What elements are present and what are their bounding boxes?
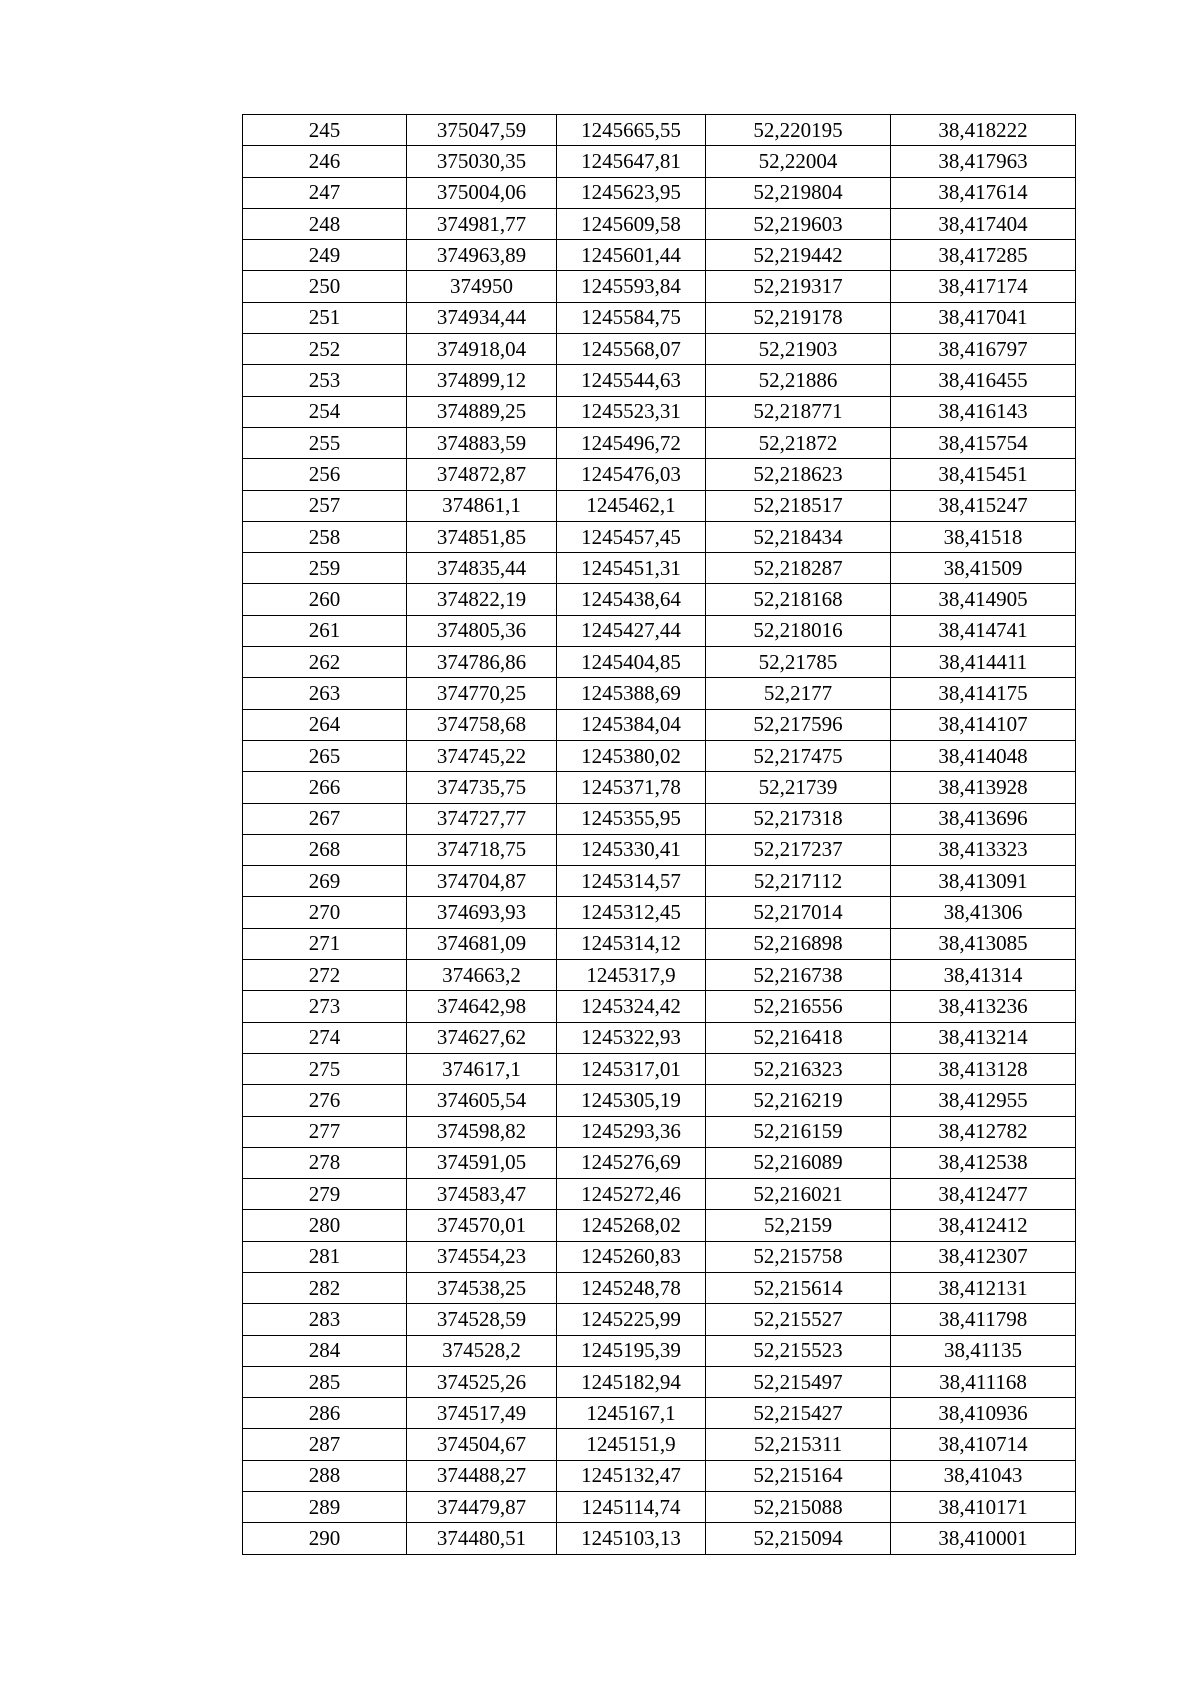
point-number-cell: 276 — [243, 1085, 407, 1116]
point-number-cell: 283 — [243, 1304, 407, 1335]
longitude-cell: 38,415247 — [891, 490, 1076, 521]
longitude-cell: 38,410936 — [891, 1398, 1076, 1429]
longitude-cell: 38,412131 — [891, 1272, 1076, 1303]
y-coordinate-cell: 1245324,42 — [557, 991, 706, 1022]
point-number-cell: 289 — [243, 1492, 407, 1523]
latitude-cell: 52,215094 — [706, 1523, 891, 1554]
latitude-cell: 52,215758 — [706, 1241, 891, 1272]
latitude-cell: 52,217475 — [706, 740, 891, 771]
y-coordinate-cell: 1245248,78 — [557, 1272, 706, 1303]
point-number-cell: 288 — [243, 1460, 407, 1491]
latitude-cell: 52,218434 — [706, 521, 891, 552]
x-coordinate-cell: 375047,59 — [407, 115, 557, 146]
y-coordinate-cell: 1245568,07 — [557, 334, 706, 365]
point-number-cell: 246 — [243, 146, 407, 177]
x-coordinate-cell: 374627,62 — [407, 1022, 557, 1053]
x-coordinate-cell: 374528,2 — [407, 1335, 557, 1366]
x-coordinate-cell: 374727,77 — [407, 803, 557, 834]
table-row — [243, 772, 1076, 803]
latitude-cell: 52,217237 — [706, 834, 891, 865]
x-coordinate-cell: 374583,47 — [407, 1179, 557, 1210]
longitude-cell: 38,413091 — [891, 866, 1076, 897]
y-coordinate-cell: 1245317,01 — [557, 1053, 706, 1084]
latitude-cell: 52,216021 — [706, 1179, 891, 1210]
longitude-cell: 38,41043 — [891, 1460, 1076, 1491]
longitude-cell: 38,417285 — [891, 240, 1076, 271]
y-coordinate-cell: 1245544,63 — [557, 365, 706, 396]
table-row — [243, 1492, 1076, 1523]
x-coordinate-cell: 374617,1 — [407, 1053, 557, 1084]
y-coordinate-cell: 1245182,94 — [557, 1366, 706, 1397]
table-row — [243, 615, 1076, 646]
latitude-cell: 52,218168 — [706, 584, 891, 615]
x-coordinate-cell: 374889,25 — [407, 396, 557, 427]
table-row — [243, 1116, 1076, 1147]
y-coordinate-cell: 1245103,13 — [557, 1523, 706, 1554]
longitude-cell: 38,417174 — [891, 271, 1076, 302]
x-coordinate-cell: 374525,26 — [407, 1366, 557, 1397]
longitude-cell: 38,412538 — [891, 1147, 1076, 1178]
latitude-cell: 52,219178 — [706, 302, 891, 333]
point-number-cell: 274 — [243, 1022, 407, 1053]
table-row — [243, 866, 1076, 897]
x-coordinate-cell: 374822,19 — [407, 584, 557, 615]
table-row — [243, 928, 1076, 959]
longitude-cell: 38,413928 — [891, 772, 1076, 803]
point-number-cell: 260 — [243, 584, 407, 615]
y-coordinate-cell: 1245330,41 — [557, 834, 706, 865]
longitude-cell: 38,412782 — [891, 1116, 1076, 1147]
longitude-cell: 38,416143 — [891, 396, 1076, 427]
table-row — [243, 1429, 1076, 1460]
table-row — [243, 897, 1076, 928]
point-number-cell: 279 — [243, 1179, 407, 1210]
y-coordinate-cell: 1245225,99 — [557, 1304, 706, 1335]
latitude-cell: 52,216418 — [706, 1022, 891, 1053]
x-coordinate-cell: 374861,1 — [407, 490, 557, 521]
latitude-cell: 52,219603 — [706, 208, 891, 239]
longitude-cell: 38,413085 — [891, 928, 1076, 959]
latitude-cell: 52,21886 — [706, 365, 891, 396]
x-coordinate-cell: 374872,87 — [407, 459, 557, 490]
point-number-cell: 266 — [243, 772, 407, 803]
coordinates-table-body — [243, 115, 1076, 1555]
latitude-cell: 52,21903 — [706, 334, 891, 365]
point-number-cell: 275 — [243, 1053, 407, 1084]
latitude-cell: 52,22004 — [706, 146, 891, 177]
y-coordinate-cell: 1245276,69 — [557, 1147, 706, 1178]
point-number-cell: 280 — [243, 1210, 407, 1241]
y-coordinate-cell: 1245593,84 — [557, 271, 706, 302]
y-coordinate-cell: 1245355,95 — [557, 803, 706, 834]
y-coordinate-cell: 1245260,83 — [557, 1241, 706, 1272]
longitude-cell: 38,412477 — [891, 1179, 1076, 1210]
latitude-cell: 52,216738 — [706, 960, 891, 991]
x-coordinate-cell: 375030,35 — [407, 146, 557, 177]
y-coordinate-cell: 1245314,12 — [557, 928, 706, 959]
latitude-cell: 52,219442 — [706, 240, 891, 271]
latitude-cell: 52,217318 — [706, 803, 891, 834]
latitude-cell: 52,219804 — [706, 177, 891, 208]
point-number-cell: 249 — [243, 240, 407, 271]
y-coordinate-cell: 1245272,46 — [557, 1179, 706, 1210]
point-number-cell: 267 — [243, 803, 407, 834]
table-row — [243, 334, 1076, 365]
longitude-cell: 38,413214 — [891, 1022, 1076, 1053]
latitude-cell: 52,219317 — [706, 271, 891, 302]
table-row — [243, 740, 1076, 771]
table-row — [243, 271, 1076, 302]
point-number-cell: 271 — [243, 928, 407, 959]
longitude-cell: 38,411798 — [891, 1304, 1076, 1335]
y-coordinate-cell: 1245601,44 — [557, 240, 706, 271]
table-row — [243, 1304, 1076, 1335]
table-row — [243, 1147, 1076, 1178]
latitude-cell: 52,216898 — [706, 928, 891, 959]
x-coordinate-cell: 374745,22 — [407, 740, 557, 771]
x-coordinate-cell: 374488,27 — [407, 1460, 557, 1491]
latitude-cell: 52,217112 — [706, 866, 891, 897]
longitude-cell: 38,413323 — [891, 834, 1076, 865]
y-coordinate-cell: 1245305,19 — [557, 1085, 706, 1116]
longitude-cell: 38,415754 — [891, 427, 1076, 458]
table-row — [243, 1241, 1076, 1272]
latitude-cell: 52,216159 — [706, 1116, 891, 1147]
table-row — [243, 1398, 1076, 1429]
longitude-cell: 38,414905 — [891, 584, 1076, 615]
y-coordinate-cell: 1245293,36 — [557, 1116, 706, 1147]
y-coordinate-cell: 1245114,74 — [557, 1492, 706, 1523]
latitude-cell: 52,2159 — [706, 1210, 891, 1241]
longitude-cell: 38,417404 — [891, 208, 1076, 239]
point-number-cell: 247 — [243, 177, 407, 208]
longitude-cell: 38,415451 — [891, 459, 1076, 490]
point-number-cell: 286 — [243, 1398, 407, 1429]
x-coordinate-cell: 374963,89 — [407, 240, 557, 271]
latitude-cell: 52,216089 — [706, 1147, 891, 1178]
latitude-cell: 52,216219 — [706, 1085, 891, 1116]
y-coordinate-cell: 1245388,69 — [557, 678, 706, 709]
point-number-cell: 273 — [243, 991, 407, 1022]
latitude-cell: 52,21872 — [706, 427, 891, 458]
y-coordinate-cell: 1245314,57 — [557, 866, 706, 897]
table-row — [243, 490, 1076, 521]
table-row — [243, 991, 1076, 1022]
table-row — [243, 208, 1076, 239]
y-coordinate-cell: 1245312,45 — [557, 897, 706, 928]
longitude-cell: 38,41509 — [891, 553, 1076, 584]
table-row — [243, 1179, 1076, 1210]
longitude-cell: 38,414048 — [891, 740, 1076, 771]
point-number-cell: 270 — [243, 897, 407, 928]
longitude-cell: 38,414107 — [891, 709, 1076, 740]
x-coordinate-cell: 374480,51 — [407, 1523, 557, 1554]
table-row — [243, 459, 1076, 490]
table-row — [243, 678, 1076, 709]
latitude-cell: 52,215497 — [706, 1366, 891, 1397]
latitude-cell: 52,21739 — [706, 772, 891, 803]
longitude-cell: 38,417041 — [891, 302, 1076, 333]
point-number-cell: 264 — [243, 709, 407, 740]
longitude-cell: 38,417614 — [891, 177, 1076, 208]
longitude-cell: 38,41314 — [891, 960, 1076, 991]
latitude-cell: 52,218016 — [706, 615, 891, 646]
x-coordinate-cell: 374605,54 — [407, 1085, 557, 1116]
table-row — [243, 1022, 1076, 1053]
point-number-cell: 269 — [243, 866, 407, 897]
table-row — [243, 177, 1076, 208]
point-number-cell: 263 — [243, 678, 407, 709]
y-coordinate-cell: 1245451,31 — [557, 553, 706, 584]
x-coordinate-cell: 374704,87 — [407, 866, 557, 897]
latitude-cell: 52,2177 — [706, 678, 891, 709]
latitude-cell: 52,218771 — [706, 396, 891, 427]
y-coordinate-cell: 1245380,02 — [557, 740, 706, 771]
table-row — [243, 115, 1076, 146]
y-coordinate-cell: 1245647,81 — [557, 146, 706, 177]
x-coordinate-cell: 374950 — [407, 271, 557, 302]
latitude-cell: 52,218623 — [706, 459, 891, 490]
x-coordinate-cell: 374786,86 — [407, 647, 557, 678]
table-row — [243, 834, 1076, 865]
longitude-cell: 38,412307 — [891, 1241, 1076, 1272]
latitude-cell: 52,215164 — [706, 1460, 891, 1491]
table-row — [243, 240, 1076, 271]
longitude-cell: 38,41306 — [891, 897, 1076, 928]
y-coordinate-cell: 1245438,64 — [557, 584, 706, 615]
point-number-cell: 262 — [243, 647, 407, 678]
latitude-cell: 52,220195 — [706, 115, 891, 146]
y-coordinate-cell: 1245167,1 — [557, 1398, 706, 1429]
longitude-cell: 38,414411 — [891, 647, 1076, 678]
table-row — [243, 960, 1076, 991]
point-number-cell: 284 — [243, 1335, 407, 1366]
longitude-cell: 38,413236 — [891, 991, 1076, 1022]
x-coordinate-cell: 374735,75 — [407, 772, 557, 803]
table-row — [243, 1053, 1076, 1084]
x-coordinate-cell: 374479,87 — [407, 1492, 557, 1523]
latitude-cell: 52,215427 — [706, 1398, 891, 1429]
y-coordinate-cell: 1245623,95 — [557, 177, 706, 208]
x-coordinate-cell: 374570,01 — [407, 1210, 557, 1241]
x-coordinate-cell: 374805,36 — [407, 615, 557, 646]
y-coordinate-cell: 1245317,9 — [557, 960, 706, 991]
x-coordinate-cell: 374554,23 — [407, 1241, 557, 1272]
table-row — [243, 1085, 1076, 1116]
x-coordinate-cell: 374693,93 — [407, 897, 557, 928]
y-coordinate-cell: 1245523,31 — [557, 396, 706, 427]
point-number-cell: 265 — [243, 740, 407, 771]
longitude-cell: 38,416455 — [891, 365, 1076, 396]
latitude-cell: 52,218287 — [706, 553, 891, 584]
y-coordinate-cell: 1245496,72 — [557, 427, 706, 458]
longitude-cell: 38,416797 — [891, 334, 1076, 365]
y-coordinate-cell: 1245404,85 — [557, 647, 706, 678]
longitude-cell: 38,413696 — [891, 803, 1076, 834]
point-number-cell: 268 — [243, 834, 407, 865]
table-row — [243, 396, 1076, 427]
point-number-cell: 255 — [243, 427, 407, 458]
latitude-cell: 52,215527 — [706, 1304, 891, 1335]
point-number-cell: 282 — [243, 1272, 407, 1303]
longitude-cell: 38,41135 — [891, 1335, 1076, 1366]
y-coordinate-cell: 1245462,1 — [557, 490, 706, 521]
point-number-cell: 250 — [243, 271, 407, 302]
point-number-cell: 254 — [243, 396, 407, 427]
y-coordinate-cell: 1245151,9 — [557, 1429, 706, 1460]
y-coordinate-cell: 1245322,93 — [557, 1022, 706, 1053]
table-row — [243, 1366, 1076, 1397]
x-coordinate-cell: 374528,59 — [407, 1304, 557, 1335]
x-coordinate-cell: 374591,05 — [407, 1147, 557, 1178]
point-number-cell: 278 — [243, 1147, 407, 1178]
longitude-cell: 38,412412 — [891, 1210, 1076, 1241]
x-coordinate-cell: 374663,2 — [407, 960, 557, 991]
y-coordinate-cell: 1245195,39 — [557, 1335, 706, 1366]
latitude-cell: 52,217014 — [706, 897, 891, 928]
latitude-cell: 52,216323 — [706, 1053, 891, 1084]
longitude-cell: 38,410001 — [891, 1523, 1076, 1554]
x-coordinate-cell: 374758,68 — [407, 709, 557, 740]
longitude-cell: 38,414175 — [891, 678, 1076, 709]
point-number-cell: 257 — [243, 490, 407, 521]
latitude-cell: 52,216556 — [706, 991, 891, 1022]
table-row — [243, 365, 1076, 396]
table-row — [243, 553, 1076, 584]
longitude-cell: 38,413128 — [891, 1053, 1076, 1084]
y-coordinate-cell: 1245371,78 — [557, 772, 706, 803]
x-coordinate-cell: 374642,98 — [407, 991, 557, 1022]
point-number-cell: 259 — [243, 553, 407, 584]
latitude-cell: 52,215311 — [706, 1429, 891, 1460]
table-row — [243, 647, 1076, 678]
table-row — [243, 584, 1076, 615]
table-row — [243, 427, 1076, 458]
table-row — [243, 146, 1076, 177]
longitude-cell: 38,417963 — [891, 146, 1076, 177]
x-coordinate-cell: 374517,49 — [407, 1398, 557, 1429]
x-coordinate-cell: 375004,06 — [407, 177, 557, 208]
latitude-cell: 52,215523 — [706, 1335, 891, 1366]
y-coordinate-cell: 1245584,75 — [557, 302, 706, 333]
x-coordinate-cell: 374934,44 — [407, 302, 557, 333]
table-row — [243, 1272, 1076, 1303]
y-coordinate-cell: 1245476,03 — [557, 459, 706, 490]
y-coordinate-cell: 1245609,58 — [557, 208, 706, 239]
x-coordinate-cell: 374504,67 — [407, 1429, 557, 1460]
x-coordinate-cell: 374981,77 — [407, 208, 557, 239]
latitude-cell: 52,215088 — [706, 1492, 891, 1523]
point-number-cell: 290 — [243, 1523, 407, 1554]
point-number-cell: 272 — [243, 960, 407, 991]
table-row — [243, 521, 1076, 552]
table-row — [243, 302, 1076, 333]
x-coordinate-cell: 374883,59 — [407, 427, 557, 458]
longitude-cell: 38,410714 — [891, 1429, 1076, 1460]
table-row — [243, 709, 1076, 740]
x-coordinate-cell: 374835,44 — [407, 553, 557, 584]
point-number-cell: 256 — [243, 459, 407, 490]
latitude-cell: 52,21785 — [706, 647, 891, 678]
longitude-cell: 38,411168 — [891, 1366, 1076, 1397]
x-coordinate-cell: 374718,75 — [407, 834, 557, 865]
coordinates-table — [242, 114, 1076, 1555]
x-coordinate-cell: 374538,25 — [407, 1272, 557, 1303]
point-number-cell: 258 — [243, 521, 407, 552]
point-number-cell: 253 — [243, 365, 407, 396]
y-coordinate-cell: 1245457,45 — [557, 521, 706, 552]
point-number-cell: 277 — [243, 1116, 407, 1147]
table-row — [243, 1523, 1076, 1554]
point-number-cell: 252 — [243, 334, 407, 365]
longitude-cell: 38,41518 — [891, 521, 1076, 552]
table-row — [243, 1335, 1076, 1366]
x-coordinate-cell: 374770,25 — [407, 678, 557, 709]
point-number-cell: 248 — [243, 208, 407, 239]
point-number-cell: 251 — [243, 302, 407, 333]
x-coordinate-cell: 374681,09 — [407, 928, 557, 959]
table-row — [243, 1210, 1076, 1241]
y-coordinate-cell: 1245268,02 — [557, 1210, 706, 1241]
longitude-cell: 38,412955 — [891, 1085, 1076, 1116]
x-coordinate-cell: 374918,04 — [407, 334, 557, 365]
point-number-cell: 261 — [243, 615, 407, 646]
longitude-cell: 38,414741 — [891, 615, 1076, 646]
point-number-cell: 245 — [243, 115, 407, 146]
longitude-cell: 38,410171 — [891, 1492, 1076, 1523]
table-row — [243, 803, 1076, 834]
y-coordinate-cell: 1245132,47 — [557, 1460, 706, 1491]
point-number-cell: 281 — [243, 1241, 407, 1272]
table-row — [243, 1460, 1076, 1491]
point-number-cell: 285 — [243, 1366, 407, 1397]
latitude-cell: 52,218517 — [706, 490, 891, 521]
point-number-cell: 287 — [243, 1429, 407, 1460]
y-coordinate-cell: 1245384,04 — [557, 709, 706, 740]
x-coordinate-cell: 374851,85 — [407, 521, 557, 552]
x-coordinate-cell: 374598,82 — [407, 1116, 557, 1147]
latitude-cell: 52,215614 — [706, 1272, 891, 1303]
y-coordinate-cell: 1245665,55 — [557, 115, 706, 146]
y-coordinate-cell: 1245427,44 — [557, 615, 706, 646]
latitude-cell: 52,217596 — [706, 709, 891, 740]
x-coordinate-cell: 374899,12 — [407, 365, 557, 396]
longitude-cell: 38,418222 — [891, 115, 1076, 146]
